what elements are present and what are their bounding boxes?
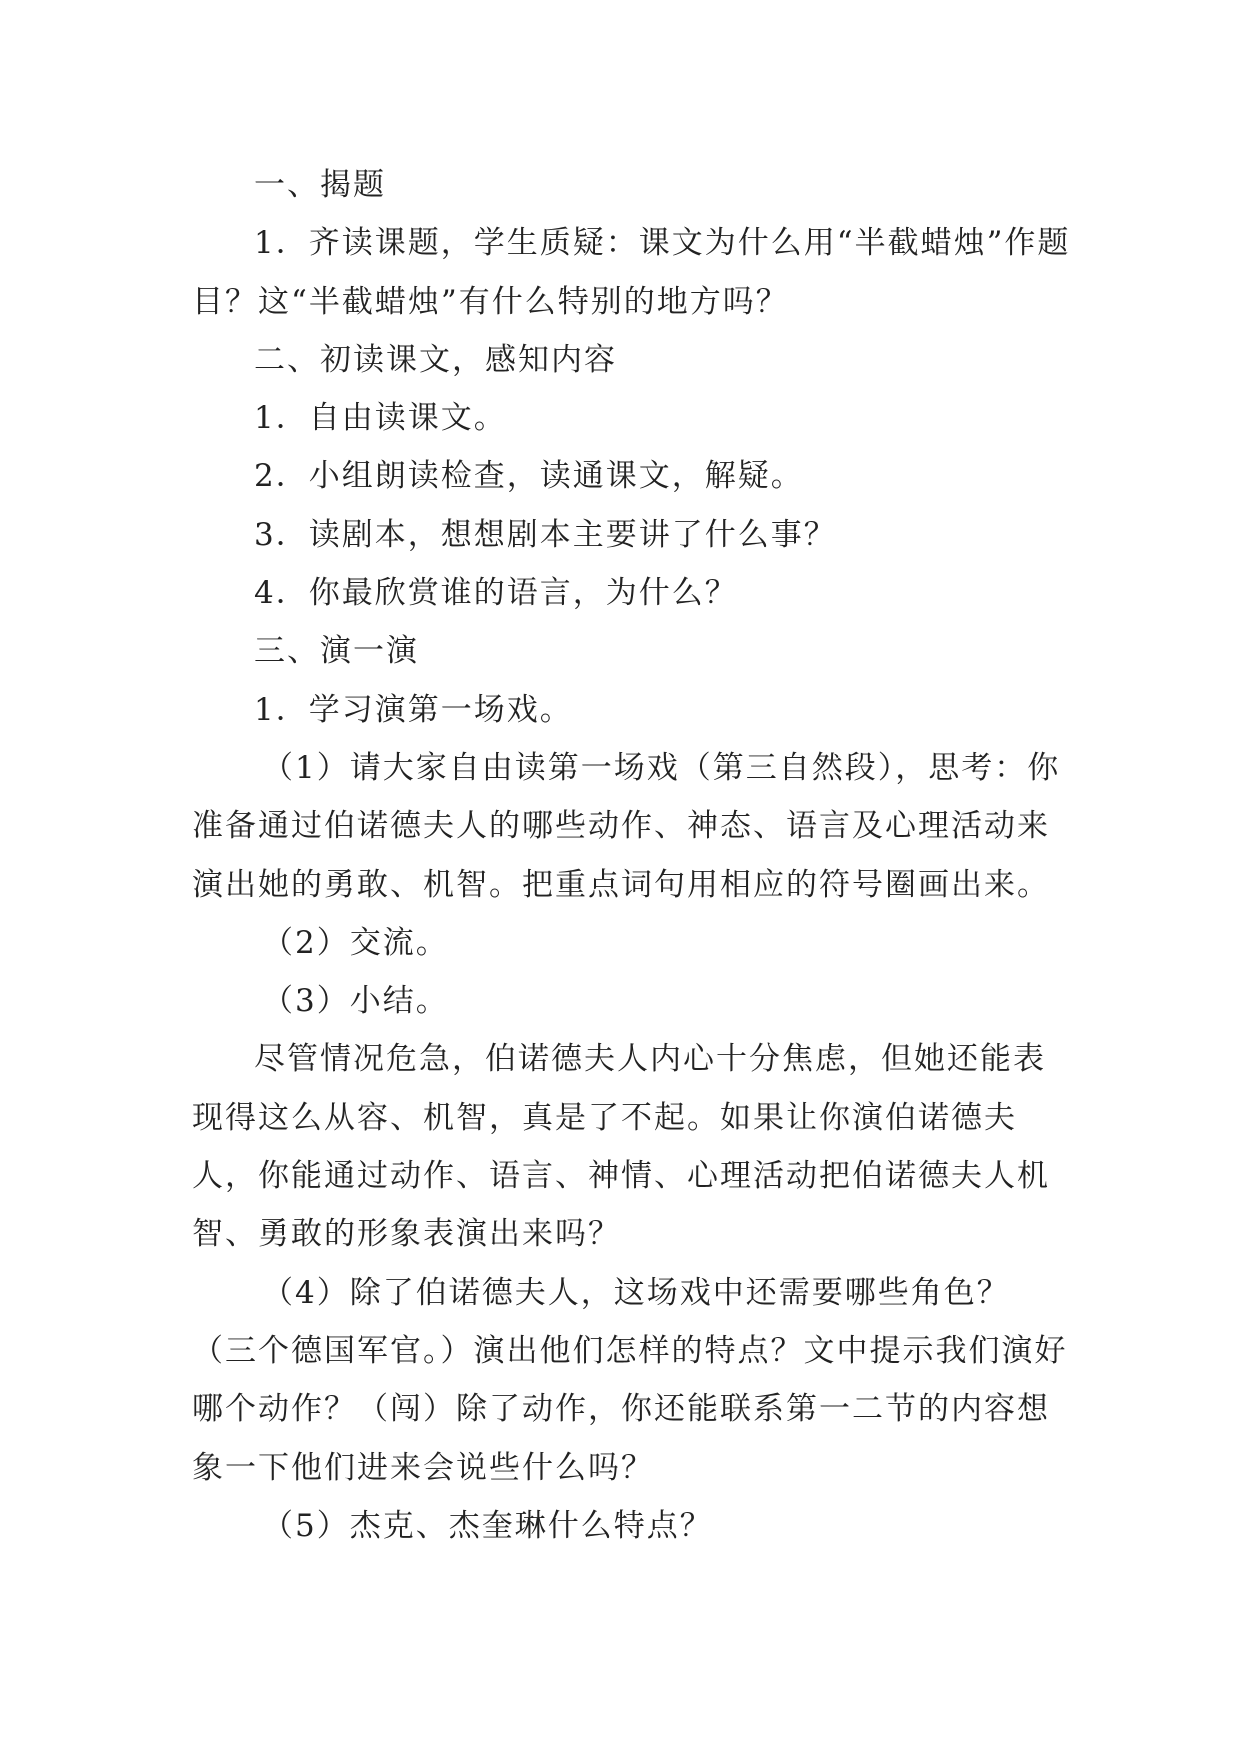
paragraph: 3．读剧本，想想剧本主要讲了什么事？: [254, 516, 837, 553]
paragraph: （1）请大家自由读第一场戏（第三自然段），思考：你准备通过伯诺德夫人的哪些动作、神态、语言及心理活动来演出她的勇敢、机智。把重点词句用相应的符号圈画出来。: [192, 749, 1061, 903]
paragraph: （5）杰克、杰奎琳什么特点？: [262, 1507, 713, 1544]
paragraph: 1．齐读课题，学生质疑：课文为什么用“半截蜡烛”作题目？这“半截蜡烛”有什么特别的地方吗？: [192, 225, 1071, 320]
paragraph: （3）小结。: [262, 983, 449, 1020]
paragraph: 2．小组朗读检查，读通课文，解疑。: [254, 458, 804, 495]
section-heading-1: 一、揭题: [254, 167, 386, 203]
document-body: [192, 156, 1072, 1555]
paragraph: 1．学习演第一场戏。: [254, 691, 573, 728]
section-heading-2: 二、初读课文，感知内容: [254, 341, 617, 378]
paragraph: （2）交流。: [262, 924, 449, 961]
paragraph: 尽管情况危急，伯诺德夫人内心十分焦虑，但她还能表现得这么从容、机智，真是了不起。如果让你演伯诺德夫人，你能通过动作、语言、神情、心理活动把伯诺德夫人机智、勇敢的形象表演出来吗？: [192, 1041, 1050, 1253]
section-heading-3: 三、演一演: [254, 633, 419, 670]
paragraph: （4）除了伯诺德夫人，这场戏中还需要哪些角色？（三个德国军官。）演出他们怎样的特点？文中提示我们演好哪个动作？（闯）除了动作，你还能联系第一二节的内容想象一下他们进来会说些什么吗？: [192, 1274, 1068, 1486]
paragraph: 1．自由读课文。: [254, 400, 507, 437]
paragraph: 4．你最欣赏谁的语言，为什么？: [254, 575, 738, 612]
